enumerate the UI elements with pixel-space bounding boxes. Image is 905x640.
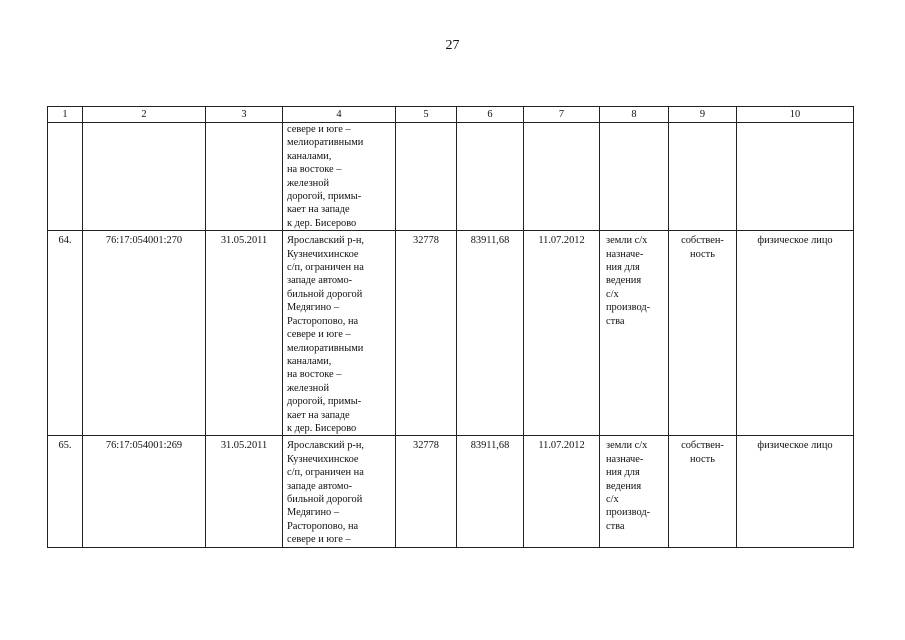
column-header: 7 [524,107,600,123]
land-category-cell: земли с/х назначе- ния для ведения с/х производ- ства [600,231,669,436]
cell-empty [206,123,283,231]
column-header: 5 [396,107,457,123]
row-number-cell: 65. [48,436,83,547]
column-header: 8 [600,107,669,123]
registration-date-cell: 31.05.2011 [206,231,283,436]
page-number: 27 [445,38,460,53]
row-number-cell: 64. [48,231,83,436]
location-cell: севере и юге – мелиоративными каналами, на востоке – железной дорогой, примы- кает на западе к дер. Бисерово [283,123,396,231]
table-row-continuation [48,123,854,231]
right-holder-cell: физическое лицо [737,436,854,547]
column-header: 3 [206,107,283,123]
area-cell: 32778 [396,436,457,547]
cell-empty [48,123,83,231]
cadastral-value-cell: 83911,68 [457,436,524,547]
area-cell: 32778 [396,231,457,436]
right-holder-cell: физическое лицо [737,231,854,436]
column-header: 4 [283,107,396,123]
cell-empty [737,123,854,231]
cell-empty [524,123,600,231]
cadastral-number-cell: 76:17:054001:269 [83,436,206,547]
cell-empty [600,123,669,231]
column-number-row [48,107,854,123]
land-registry-table [47,106,854,548]
right-date-cell: 11.07.2012 [524,231,600,436]
location-cell: Ярославский р-н, Кузнечихинское с/п, ограничен на западе автомо- бильной дорогой Медягино – Расторопово, на севере и юге – [283,436,396,547]
table-row [48,231,854,436]
cell-empty [457,123,524,231]
location-cell: Ярославский р-н, Кузнечихинское с/п, ограничен на западе автомо- бильной дорогой Медягино – Расторопово, на севере и юге – мелиоративными каналами, на востоке – железной дорогой, примы- кает на западе к дер. Бисерово [283,231,396,436]
cadastral-number-cell: 76:17:054001:270 [83,231,206,436]
cadastral-value-cell: 83911,68 [457,231,524,436]
right-date-cell: 11.07.2012 [524,436,600,547]
column-header: 6 [457,107,524,123]
column-header: 2 [83,107,206,123]
cell-empty [669,123,737,231]
column-header: 9 [669,107,737,123]
right-type-cell: собствен- ность [669,436,737,547]
column-header: 10 [737,107,854,123]
table-row [48,436,854,547]
land-category-cell: земли с/х назначе- ния для ведения с/х производ- ства [600,436,669,547]
registration-date-cell: 31.05.2011 [206,436,283,547]
right-type-cell: собствен- ность [669,231,737,436]
cell-empty [396,123,457,231]
column-header: 1 [48,107,83,123]
cell-empty [83,123,206,231]
